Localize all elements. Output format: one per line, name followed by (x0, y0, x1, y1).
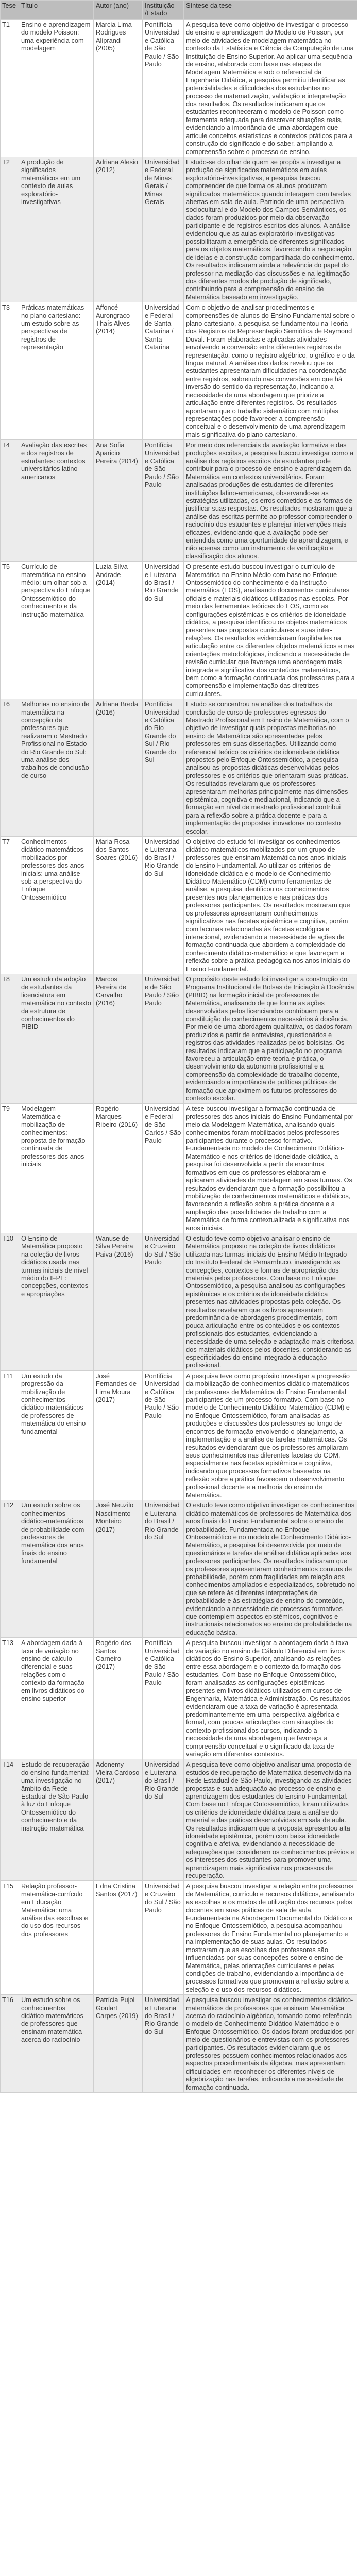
cell-author: Maria Rosa dos Santos Soares (2016) (94, 837, 143, 974)
cell-code: T12 (1, 1500, 19, 1638)
cell-author: Edna Cristina Santos (2017) (94, 1881, 143, 1995)
cell-summary: O objetivo do estudo foi investigar os conhecimentos didático-matemáticos mobilizados por um grupo de professores que ensinam Matemática nos anos iniciais do Ensino Fundamental. Ao utilizar os critérios de idoneidade didática e o modelo de Conhecimento Didático-Matemático (CDM) como ferramentas de análise, a pesquisa identificou os conhecimentos presentes nos planejamentos e nas práticas dos professores participantes. Os resultados mostraram que os professores apresentaram conhecimentos significativos nas facetas epistêmica e cognitiva, porém com lacunas relacionadas às facetas ecológica e interacional, evidenciando a necessidade de ações de formação continuada que abordem a complexidade do conhecimento didático-matemático e que favoreçam a reflexão sobre a prática pedagógica nos anos iniciais do Ensino Fundamental. (184, 837, 357, 974)
cell-author: Patrícia Pujol Goulart Carpes (2019) (94, 1995, 143, 2093)
table-row (1, 440, 357, 562)
cell-code: T15 (1, 1881, 19, 1995)
cell-author: Adriana Breda (2016) (94, 699, 143, 837)
cell-institution: Pontifícia Universidade Católica de São Paulo / São Paulo (143, 1370, 184, 1500)
cell-code: T16 (1, 1995, 19, 2093)
cell-institution: Universidade Luterana do Brasil / Rio Grande do Sul (143, 562, 184, 699)
cell-code: T14 (1, 1759, 19, 1881)
cell-author: Rogério dos Santos Carneiro (2017) (94, 1638, 143, 1759)
cell-title: Um estudo da progressão da mobilização de conhecimentos didático-matemáticos de professores de matemática do ensino fundamental (19, 1370, 94, 1500)
table-row (1, 157, 357, 302)
cell-author: Affoncé Aurongraco Thaís Alves (2014) (94, 302, 143, 440)
cell-institution: Pontifícia Universidade Católica do Rio Grande do Sul / Rio Grande do Sul (143, 699, 184, 837)
cell-title: Estudo de recuperação do ensino fundamental: uma investigação no âmbito da Rede Estadual de São Paulo à luz do Enfoque Ontossemiótico do conhecimento e da instrução matemática (19, 1759, 94, 1881)
cell-code: T11 (1, 1370, 19, 1500)
cell-institution: Universidade Federal de Minas Gerais / Minas Gerais (143, 157, 184, 302)
cell-code: T10 (1, 1233, 19, 1370)
cell-title: Um estudo sobre os conhecimentos didático-matemáticos de probabilidade com professores de matemática dos anos finais do ensino fundamental (19, 1500, 94, 1638)
table-row (1, 1370, 357, 1500)
cell-institution: Universidade Luterana do Brasil / Rio Grande do Sul (143, 1995, 184, 2093)
table-row (1, 974, 357, 1104)
cell-title: O Ensino de Matemática proposto na coleção de livros didáticos usada nas turmas iniciais de nível médio do IFPE: concepções, contextos e apropriações (19, 1233, 94, 1370)
cell-title: A abordagem dada à taxa de variação no ensino de cálculo diferencial e suas relações com o contexto da formação em livros didáticos do ensino superior (19, 1638, 94, 1759)
cell-summary: A pesquisa buscou investigar a relação entre professores de Matemática, currículo e recursos didáticos, analisando as escolhas e os modos de utilização dos recursos pelos docentes em suas práticas de sala de aula. Fundamentada na Abordagem Documental do Didático e no Enfoque Ontossemiótico, a pesquisa acompanhou professores do Ensino Fundamental no planejamento e na implementação de suas aulas. Os resultados mostraram que as escolhas dos professores são influenciadas por suas concepções sobre o ensino de Matemática, pelas orientações curriculares e pelas condições de trabalho, evidenciando a importância de processos formativos que promovam a reflexão sobre a seleção e o uso dos recursos didáticos. (184, 1881, 357, 1995)
cell-title: Melhorias no ensino de matemática na concepção de professores que realizaram o Mestrado Profissional no Estado do Rio Grande do Sul: uma análise dos trabalhos de conclusão de curso (19, 699, 94, 837)
cell-code: T6 (1, 699, 19, 837)
cell-institution: Universidade de São Paulo / São Paulo (143, 974, 184, 1104)
cell-author: José Neuzilo Nascimento Monteiro (2017) (94, 1500, 143, 1638)
cell-code: T1 (1, 20, 19, 157)
cell-author: José Fernandes de Lima Moura (2017) (94, 1370, 143, 1500)
cell-summary: Estudo se concentrou na análise dos trabalhos de conclusão de curso de professores egressos do Mestrado Profissional em Ensino de Matemática, com o objetivo de investigar quais propostas melhorias no ensino de Matemática são apresentadas pelos professores em suas dissertações. Utilizando como referencial teórico os critérios de idoneidade didática propostos pelo Enfoque Ontossemiótico, a pesquisa analisou as propostas didáticas desenvolvidas pelos professores e os critérios que orientaram suas práticas. Os resultados revelaram que os professores apresentaram melhorias principalmente nas dimensões epistêmica, cognitiva e mediacional, indicando que a formação em nível de mestrado profissional contribui para a reflexão sobre a prática docente e para a implementação de propostas inovadoras no contexto escolar. (184, 699, 357, 837)
cell-title: Modelagem Matemática e mobilização de conhecimentos: proposta de formação continuada de professores dos anos iniciais (19, 1104, 94, 1233)
cell-summary: A tese buscou investigar a formação continuada de professores dos anos iniciais do Ensino Fundamental por meio da Modelagem Matemática, analisando quais conhecimentos foram mobilizados pelos professores participantes durante o processo formativo. Fundamentada no modelo de Conhecimento Didático-Matemático e nos critérios de idoneidade didática, a pesquisa foi desenvolvida a partir de encontros formativos em que os professores elaboraram e aplicaram atividades de modelagem em suas turmas. Os resultados evidenciaram que a formação possibilitou a mobilização de conhecimentos matemáticos e didáticos, favorecendo a reflexão sobre a prática docente e a ampliação das possibilidades de trabalho com a Matemática de forma contextualizada e significativa nos anos iniciais. (184, 1104, 357, 1233)
header-code: Tese (1, 1, 19, 20)
cell-institution: Universidade Federal de Santa Catarina / Santa Catarina (143, 302, 184, 440)
cell-summary: A pesquisa teve como objetivo de investigar o processo de ensino e aprendizagem do Modelo de Poisson, por meio de atividades de modelagem matemática no contexto da Estatística e Ciência da Computação de uma Instituição de Ensino Superior. Ao aplicar uma sequência de ensino, elaborada com base nas etapas de Modelagem Matemática e sob o referencial da Engenharia Didática, a pesquisa permitiu identificar as potencialidades e dificuldades dos estudantes no processo de matematização, validação e interpretação dos resultados. Os resultados indicaram que os estudantes reconheceram o modelo de Poisson como ferramenta adequada para descrever situações reais, evidenciando a importância de uma abordagem que articule conceitos estatísticos e contextos práticos para a construção do significado e do saber, ampliando a compreensão sobre o processo de ensino. (184, 20, 357, 157)
cell-summary: Estudo-se do olhar de quem se propôs a investigar a produção de significados matemáticos em aulas exploratório-investigativas, a pesquisa buscou compreender de que forma os alunos produzem significados matemáticos quando interagem com tarefas abertas em sala de aula. Partindo de uma perspectiva sociocultural e do Modelo dos Campos Semânticos, os dados foram produzidos por meio da observação participante e de registros escritos dos alunos. A análise evidenciou que as aulas exploratório-investigativas possibilitaram a emergência de diferentes significados para os objetos matemáticos, favorecendo a negociação de ideias e a construção compartilhada do conhecimento. Os resultados indicaram ainda a relevância do papel do professor na mediação das discussões e na legitimação dos diferentes modos de produção de significado, contribuindo para a compreensão do ensino de Matemática baseado em investigação. (184, 157, 357, 302)
header-author: Autor (ano) (94, 1, 143, 20)
cell-summary: O estudo teve como objetivo investigar os conhecimentos didático-matemáticos de professores de Matemática dos anos finais do Ensino Fundamental sobre o ensino de probabilidade. Fundamentada no Enfoque Ontossemiótico e no modelo de Conhecimento Didático-Matemático, a pesquisa foi desenvolvida por meio de questionários e tarefas de análise didática aplicadas aos professores participantes. Os resultados indicaram que os professores apresentaram conhecimentos comuns de probabilidade, porém com fragilidades em relação aos conhecimentos ampliados e especializados, sobretudo no que se refere às diferentes interpretações de probabilidade e às estratégias de ensino do conteúdo, evidenciando a necessidade de processos formativos que contemplem aspectos epistêmicos, cognitivos e instrucionais relacionados ao ensino de probabilidade na educação básica. (184, 1500, 357, 1638)
cell-title: Avaliação das escritas e dos registros de estudantes: contextos universitários latino-americanos (19, 440, 94, 562)
cell-author: Luzia Silva Andrade (2014) (94, 562, 143, 699)
table-row (1, 699, 357, 837)
table-row (1, 1104, 357, 1233)
cell-summary: A pesquisa teve como propósito investigar a progressão da mobilização de conhecimentos didático-matemáticos de professores de Matemática do Ensino Fundamental participantes de um processo formativo. Com base no modelo de Conhecimento Didático-Matemático (CDM) e no Enfoque Ontossemiótico, foram analisadas as produções e discussões dos professores ao longo de encontros de formação envolvendo o planejamento, a implementação e a análise de tarefas matemáticas. Os resultados evidenciaram que os professores ampliaram seus conhecimentos nas diferentes facetas do CDM, especialmente nas facetas epistêmica e cognitiva, indicando que processos formativos baseados na reflexão sobre a prática favorecem o desenvolvimento profissional docente e a melhoria do ensino de Matemática. (184, 1370, 357, 1500)
table-row (1, 1500, 357, 1638)
cell-summary: O presente estudo buscou investigar o currículo de Matemática no Ensino Médio com base no Enfoque Ontossemiótico do conhecimento e da instrução matemática (EOS), analisando documentos curriculares oficiais e materiais didáticos utilizados nas escolas. Por meio das ferramentas teóricas do EOS, como as configurações epistêmicas e os critérios de idoneidade didática, a pesquisa identificou os objetos matemáticos presentes nas propostas curriculares e suas inter-relações. Os resultados evidenciaram fragilidades na articulação entre os diferentes objetos matemáticos e nas orientações metodológicas, indicando a necessidade de revisão curricular que favoreça uma abordagem mais integrada e significativa dos conteúdos matemáticos, bem como a formação continuada dos professores para a compreensão e implementação das diretrizes curriculares. (184, 562, 357, 699)
cell-title: Relação professor-matemática-currículo em Educação Matemática: uma análise das escolhas e do uso dos recursos dos professores (19, 1881, 94, 1995)
cell-summary: A pesquisa teve como objetivo analisar uma proposta de estudos de recuperação de Matemática desenvolvida na Rede Estadual de São Paulo, investigando as atividades propostas e sua adequação ao processo de ensino e aprendizagem dos estudantes do Ensino Fundamental. Com base no Enfoque Ontossemiótico, foram utilizados os critérios de idoneidade didática para a análise do material e das práticas desenvolvidas em sala de aula. Os resultados indicaram que a proposta apresentou alta idoneidade epistêmica, porém com baixa idoneidade cognitiva e afetiva, evidenciando a necessidade de adequações que considerem os conhecimentos prévios e os interesses dos estudantes para promover uma aprendizagem mais significativa nos processos de recuperação. (184, 1759, 357, 1881)
cell-author: Adriana Alesio (2012) (94, 157, 143, 302)
table-row (1, 1638, 357, 1759)
cell-author: Ana Sofia Aparicio Pereira (2014) (94, 440, 143, 562)
cell-institution: Universidade Luterana do Brasil / Rio Grande do Sul (143, 1759, 184, 1881)
cell-title: Um estudo da adoção de estudantes da licenciatura em matemática no contexto da estrutura de conhecimentos do PIBID (19, 974, 94, 1104)
cell-author: Marcia Lima Rodrigues Aliprandi (2005) (94, 20, 143, 157)
table-row (1, 1233, 357, 1370)
cell-author: Adonemy Vieira Cardoso (2017) (94, 1759, 143, 1881)
cell-author: Rogério Marques Ribeiro (2016) (94, 1104, 143, 1233)
table-row (1, 837, 357, 974)
header-row (1, 1, 357, 20)
cell-title: Ensino e aprendizagem do modelo Poisson: uma experiência com modelagem (19, 20, 94, 157)
cell-summary: O propósito deste estudo foi investigar a construção do Programa Institucional de Bolsas de Iniciação à Docência (PIBID) na formação inicial de professores de Matemática, analisando de que forma as ações desenvolvidas pelos licenciandos contribuem para a constituição de conhecimentos necessários à docência. Por meio de uma abordagem qualitativa, os dados foram produzidos a partir de entrevistas, questionários e registros das atividades realizadas pelos bolsistas. Os resultados indicaram que a participação no programa favoreceu a articulação entre teoria e prática, o desenvolvimento da autonomia profissional e a compreensão da complexidade do trabalho docente, evidenciando a importância de políticas públicas de formação que aproximem os futuros professores do contexto escolar. (184, 974, 357, 1104)
table-row (1, 1995, 357, 2093)
header-summary: Síntese da tese (184, 1, 357, 20)
cell-summary: O estudo teve como objetivo analisar o ensino de Matemática proposto na coleção de livros didáticos utilizada nas turmas iniciais do Ensino Médio Integrado do Instituto Federal de Pernambuco, investigando as concepções, contextos e formas de apropriação dos materiais pelos professores. Com base no Enfoque Ontossemiótico, a pesquisa analisou as configurações epistêmicas e os critérios de idoneidade didática presentes nas atividades propostas pela coleção. Os resultados revelaram que os livros apresentam predominância de abordagens procedimentais, com pouca articulação entre os conteúdos e os contextos profissionais dos estudantes, evidenciando a necessidade de uma seleção e adaptação mais criteriosa dos materiais didáticos pelos docentes, considerando as especificidades do ensino integrado à educação profissional. (184, 1233, 357, 1370)
cell-institution: Universidade Cruzeiro do Sul / São Paulo (143, 1881, 184, 1995)
cell-institution: Universidade Luterana do Brasil / Rio Grande do Sul (143, 1500, 184, 1638)
cell-summary: A pesquisa buscou investigar a abordagem dada à taxa de variação no ensino de Cálculo Diferencial em livros didáticos do Ensino Superior, analisando as relações entre essa abordagem e o contexto da formação dos estudantes. Com base no Enfoque Ontossemiótico, foram analisadas as configurações epistêmicas presentes em livros didáticos utilizados em cursos de Engenharia, Matemática e Administração. Os resultados evidenciaram que a taxa de variação é apresentada predominantemente em uma perspectiva algébrica e formal, com poucas articulações com situações do contexto profissional dos cursos, indicando a necessidade de uma abordagem que favoreça a compreensão conceitual e o significado da taxa de variação em diferentes contextos. (184, 1638, 357, 1759)
cell-code: T4 (1, 440, 19, 562)
cell-summary: Com o objetivo de analisar procedimentos e compreensões de alunos do Ensino Fundamental sobre o plano cartesiano, a pesquisa se fundamentou na Teoria dos Registros de Representação Semiótica de Raymond Duval. Foram elaboradas e aplicadas atividades envolvendo a conversão entre diferentes registros de representação, como o registro algébrico, o gráfico e o da língua natural. A análise dos dados revelou que os estudantes apresentaram dificuldades na coordenação entre registros, sobretudo nas conversões em que há inversão do sentido da representação, indicando a necessidade de uma abordagem que priorize a articulação entre diferentes registros. Os resultados apontaram que o trabalho sistemático com múltiplas representações pode favorecer a compreensão conceitual e o desenvolvimento de uma aprendizagem mais significativa do plano cartesiano. (184, 302, 357, 440)
cell-author: Wanuse de Silva Pereira Paiva (2016) (94, 1233, 143, 1370)
cell-title: A produção de significados matemáticos em um contexto de aulas exploratório-investigativas (19, 157, 94, 302)
table-header (1, 1, 357, 20)
cell-code: T8 (1, 974, 19, 1104)
cell-institution: Pontifícia Universidade Católica de São Paulo / São Paulo (143, 1638, 184, 1759)
header-institution: Instituição /Estado (143, 1, 184, 20)
cell-title: Currículo de matemática no ensino médio: um olhar sob a perspectiva do Enfoque Ontossemiótico do conhecimento e da instrução matemática (19, 562, 94, 699)
cell-code: T2 (1, 157, 19, 302)
cell-institution: Universidade Federal de São Carlos / São Paulo (143, 1104, 184, 1233)
table-row (1, 302, 357, 440)
cell-institution: Universidade Luterana do Brasil / Rio Grande do Sul (143, 837, 184, 974)
cell-code: T3 (1, 302, 19, 440)
cell-summary: A pesquisa buscou investigar os conhecimentos didático-matemáticos de professores que ensinam Matemática acerca do raciocínio algébrico, tomando como referência o modelo de Conhecimento Didático-Matemático e o Enfoque Ontossemiótico. Os dados foram produzidos por meio de questionários e entrevistas com os professores participantes. Os resultados evidenciaram que os professores possuem conhecimentos relacionados aos aspectos procedimentais da álgebra, mas apresentam dificuldades em reconhecer os diferentes níveis de algebrização nas tarefas, indicando a necessidade de formação continuada. (184, 1995, 357, 2093)
table-row (1, 1881, 357, 1995)
cell-institution: Universidade Cruzeiro do Sul / São Paulo (143, 1233, 184, 1370)
header-title: Título (19, 1, 94, 20)
cell-title: Um estudo sobre os conhecimentos didático-matemáticos de professores que ensinam matemática acerca do raciocínio (19, 1995, 94, 2093)
cell-summary: Por meio dos referenciais da avaliação formativa e das produções escritas, a pesquisa buscou investigar como a análise dos registros escritos de estudantes pode contribuir para o processo de ensino e aprendizagem da Matemática em contextos universitários. Foram analisadas produções de estudantes de diferentes instituições latino-americanas, observando-se as estratégias utilizadas, os erros cometidos e as formas de justificar suas respostas. Os resultados mostraram que a análise das escritas permite ao professor compreender o raciocínio dos estudantes e planejar intervenções mais eficazes, evidenciando que a avaliação pode ser entendida como uma oportunidade de aprendizagem, e não apenas como um instrumento de verificação e classificação dos alunos. (184, 440, 357, 562)
cell-institution: Pontifícia Universidade Católica de São Paulo / São Paulo (143, 440, 184, 562)
table-body (1, 20, 357, 2093)
cell-code: T9 (1, 1104, 19, 1233)
table-row (1, 562, 357, 699)
cell-code: T5 (1, 562, 19, 699)
cell-code: T13 (1, 1638, 19, 1759)
cell-code: T7 (1, 837, 19, 974)
cell-institution: Pontifícia Universidade Católica de São Paulo / São Paulo (143, 20, 184, 157)
table-row (1, 20, 357, 157)
cell-title: Conhecimentos didático-matemáticos mobilizados por professores dos anos iniciais: uma análise sob a perspectiva do Enfoque Ontossemiótico (19, 837, 94, 974)
cell-title: Práticas matemáticas no plano cartesiano: um estudo sobre as perspectivas de registros de representação (19, 302, 94, 440)
table-row (1, 1759, 357, 1881)
cell-author: Marcos Pereira de Carvalho (2016) (94, 974, 143, 1104)
